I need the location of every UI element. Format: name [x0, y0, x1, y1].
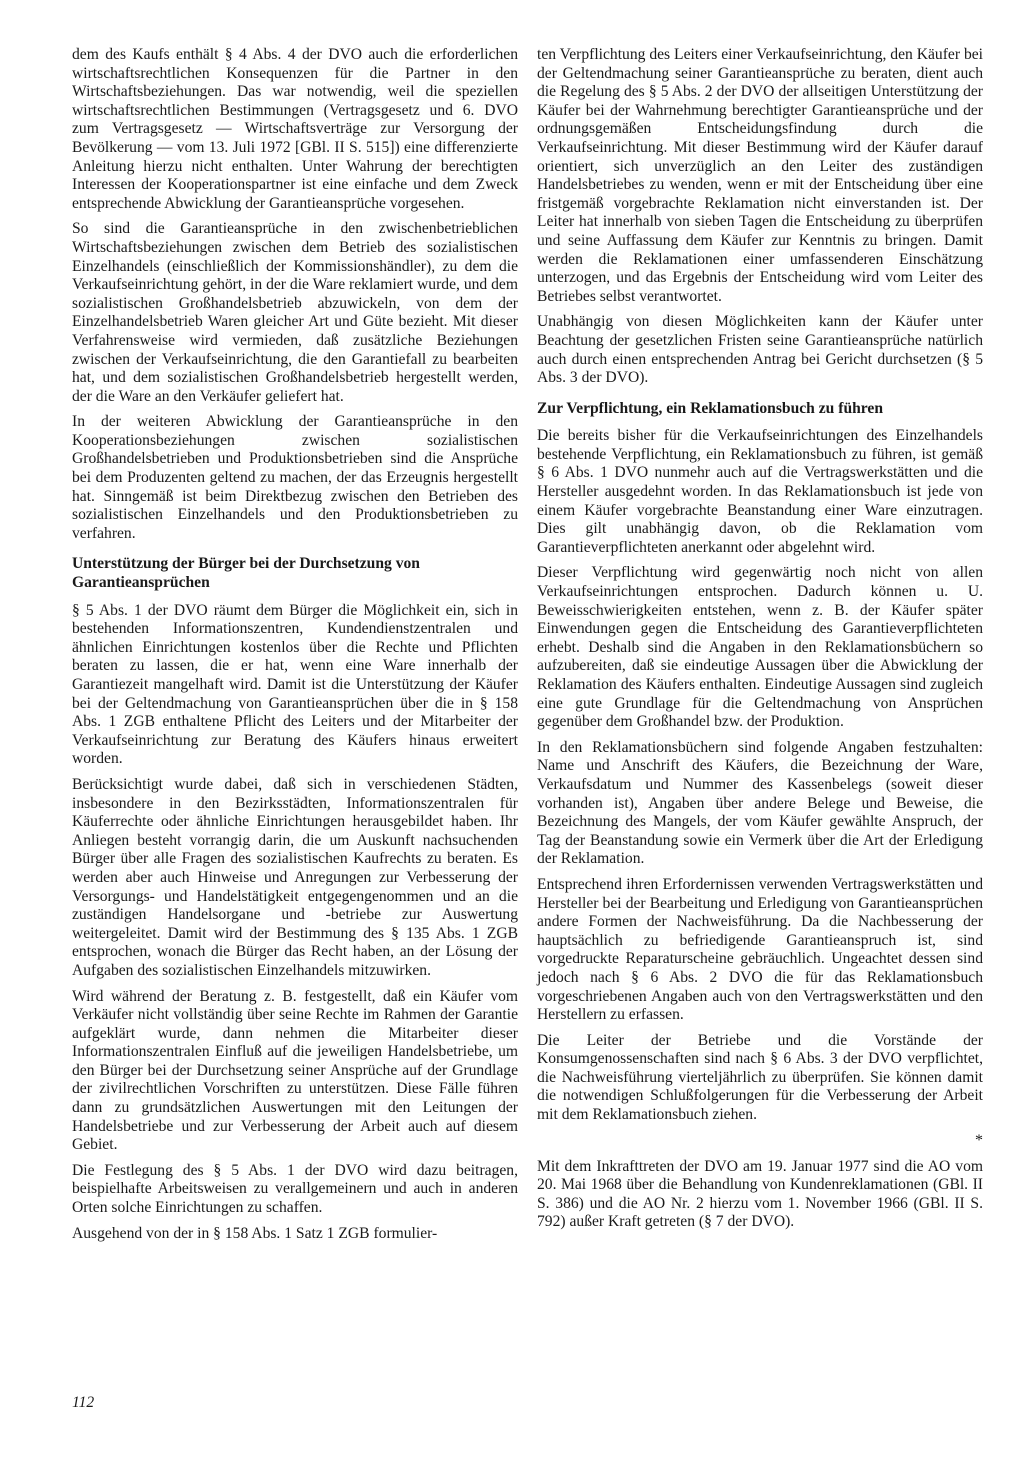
left-column — [72, 46, 518, 1250]
paragraph: Berücksichtigt wurde dabei, daß sich in verschiedenen Städten, insbesondere in den Bezirksstädten, Informationszentralen für Käuferrechte oder ähnliche Einrichtungen herausgebildet haben. Ihr Anliegen besteht vorrangig darin, die um Auskunft nachsuchenden Bürger über alle Fragen des sozialistischen Kaufrechts zu beraten. Es werden aber auch Hinweise und Anregungen zur Verbesserung der Versorgungs- und Handelstätigkeit entgegengenommen und an die zuständigen Handelsorgane und -betriebe zur Auswertung weitergeleitet. Damit wird der Bestimmung des § 135 Abs. 1 ZGB entsprochen, wonach die Bürger das Recht haben, an der Lösung der Aufgaben des sozialistischen Einzelhandels mitzuwirken. — [72, 775, 518, 979]
paragraph: § 5 Abs. 1 der DVO räumt dem Bürger die Möglichkeit ein, sich in bestehenden Informationszentren, Kundendienstzentralen und ähnlichen Einrichtungen kostenlos über die Rechte und Pflichten beraten zu lassen, die er hat, wenn eine Ware innerhalb der Garantiezeit mangelhaft wird. Damit ist die Unterstützung der Käufer bei der Geltendmachung von Garantieansprüchen über die in § 158 Abs. 1 ZGB enthaltene Pflicht des Leiters und der Mitarbeiter der Verkaufseinrichtung zur Beratung des Käufers hinaus erweitert worden. — [72, 601, 518, 768]
paragraph: Wird während der Beratung z. B. festgestellt, daß ein Käufer vom Verkäufer nicht vollständig über seine Rechte im Rahmen der Garantie aufgeklärt wurde, dann nehmen die Mitarbeiter dieser Informationszentralen Einfluß auf die jeweiligen Handelsbetriebe, um den Bürger bei der Durchsetzung seiner Ansprüche auf der Grundlage der zivilrechtlichen Vorschriften zu unterstützen. Diese Fälle führen dann zu grundsätzlichen Auswertungen mit den Leitungen der Handelsbetriebe und zur Verbesserung der Arbeit auch auf diesem Gebiet. — [72, 987, 518, 1154]
paragraph: Die bereits bisher für die Verkaufseinrichtungen des Einzelhandels bestehende Verpflichtung, ein Reklamationsbuch zu führen, ist gemäß § 6 Abs. 1 DVO nunmehr auch auf die Vertragswerkstätten und die Hersteller ausgedehnt worden. In das Reklamationsbuch ist jede von einem Käufer vorgebrachte Beanstandung einer Ware einzutragen. Dies gilt unabhängig davon, ob die Reklamation vom Garantieverpflichteten anerkannt oder abgelehnt wird. — [537, 427, 983, 556]
paragraph: Mit dem Inkrafttreten der DVO am 19. Januar 1977 sind die AO vom 20. Mai 1968 über die Behandlung von Kundenreklamationen (GBl. II S. 386) und die AO Nr. 2 hierzu vom 1. November 1966 (GBl. II S. 792) außer Kraft getreten (§ 7 der DVO). — [537, 1157, 983, 1231]
paragraph: In den Reklamationsbüchern sind folgende Angaben festzuhalten: Name und Anschrift des Käufers, die Bezeichnung der Ware, Verkaufsdatum und Nummer des Kassenbelegs (soweit dieser vorhanden ist), Angaben über andere Belege und Beweise, die Bezeichnung des Mangels, der vom Käufer gewählte Anspruch, der Tag der Beanstandung sowie ein Vermerk über die Art der Erledigung der Reklamation. — [537, 738, 983, 868]
paragraph: dem des Kaufs enthält § 4 Abs. 4 der DVO auch die erforderlichen wirtschaftsrechtlichen Konsequenzen für die Partner in den Wirtschaftsbeziehungen. Das war notwendig, weil die speziellen wirtschaftsrechtlichen Bestimmungen (Vertragsgesetz und 6. DVO zum Vertragsgesetz — Wirtschaftsverträge zur Versorgung der Bevölkerung — vom 13. Juli 1972 [GBl. II S. 515]) eine differenzierte Anleitung hierzu nicht enthalten. Unter Wahrung der berechtigten Interessen der Kooperationspartner ist eine einfache und dem Zweck entsprechende Abwicklung der Garantieansprüche vorgesehen. — [72, 46, 518, 212]
paragraph: Entsprechend ihren Erfordernissen verwenden Vertragswerkstätten und Hersteller bei der Bearbeitung und Erledigung von Garantieansprüchen andere Formen der Nachweisführung. Da die Nachbesserung der hauptsächlich zu befriedigende Garantieanspruch ist, sind vorgedruckte Reparaturscheine gebräuchlich. Ungeachtet dessen sind jedoch nach § 6 Abs. 2 DVO die für das Reklamationsbuch vorgeschriebenen Angaben auch von den Vertragswerkstätten und den Herstellern zu erfassen. — [537, 875, 983, 1024]
paragraph: Die Leiter der Betriebe und die Vorstände der Konsumgenossenschaften sind nach § 6 Abs. 3 der DVO verpflichtet, die Nachweisführung vierteljährlich zu überprüfen. Sie können damit die notwendigen Schlußfolgerungen für die Verbesserung der Arbeit mit dem Reklamationsbuch ziehen. — [537, 1031, 983, 1124]
right-column — [537, 46, 983, 1239]
paragraph: Die Festlegung des § 5 Abs. 1 der DVO wird dazu beitragen, beispielhafte Arbeitsweisen zu verallgemeinern und auch in anderen Orten solche Einrichtungen zu schaffen. — [72, 1161, 518, 1217]
section-heading: Unterstützung der Bürger bei der Durchsetzung von Garantieansprüchen — [72, 555, 420, 592]
paragraph: ten Verpflichtung des Leiters einer Verkaufseinrichtung, den Käufer bei der Geltendmachung seiner Garantieansprüche zu beraten, dient auch die Regelung des § 5 Abs. 2 der DVO der allseitigen Unterstützung der Käufer bei der Wahrnehmung berechtigter Garantieansprüche und der ordnungsgemäßen Entscheidungsfindung durch die Verkaufseinrichtung. Mit dieser Bestimmung wird der Käufer darauf orientiert, sich unverzüglich an den Leiter des zuständigen Handelsbetriebes zu wenden, wenn er mit der Entscheidung über eine fristgemäß vorgebrachte Reklamation nicht einverstanden ist. Der Leiter hat innerhalb von sieben Tagen die Entscheidung zu überprüfen und seine Auffassung dem Käufer zur Kenntnis zu bringen. Damit werden die Reklamationen einer umfassenderen Einschätzung unterzogen, und das Ergebnis der Entscheidung wird vom Leiter des Betriebes selbst verantwortet. — [537, 46, 983, 305]
section-separator: * — [975, 1131, 983, 1149]
section-heading: Zur Verpflichtung, ein Reklamationsbuch zu führen — [537, 399, 884, 417]
paragraph: Ausgehend von der in § 158 Abs. 1 Satz 1 ZGB formulier- — [72, 1224, 438, 1242]
paragraph: Dieser Verpflichtung wird gegenwärtig noch nicht von allen Verkaufseinrichtungen entsprochen. Dadurch können u. U. Beweisschwierigkeiten entstehen, wenn z. B. der Käufer später Einwendungen gegen die Entscheidung des Garantieverpflichteten erhebt. Deshalb sind die Angaben in den Reklamationsbüchern so aufzubereiten, daß sie eindeutige Aussagen über die Abwicklung der Reklamation des Käufers enthalten. Eindeutige Aussagen sind zugleich eine gute Grundlage für die Geltendmachung von Ansprüchen gegenüber dem Großhandel bzw. der Produktion. — [537, 564, 983, 731]
page-number: 112 — [72, 1394, 95, 1411]
paragraph: So sind die Garantieansprüche in den zwischenbetrieblichen Wirtschaftsbeziehungen zwischen dem Betrieb des sozialistischen Einzelhandels (einschließlich der Kommissionshändler), zu dem die Verkaufseinrichtung gehört, in der die Ware reklamiert wurde, und dem sozialistischen Großhandelsbetrieb abzuwickeln, von dem der Einzelhandelsbetrieb Waren gleicher Art und Güte bezieht. Mit dieser Verfahrensweise wird vermieden, daß zusätzliche Beziehungen zwischen der Verkaufseinrichtung, die den Garantiefall zu bearbeiten hat, und dem sozialistischen Großhandelsbetrieb hergestellt werden, der die Ware an den Verkäufer geliefert hat. — [72, 220, 518, 405]
paragraph: In der weiteren Abwicklung der Garantieansprüche in den Kooperationsbeziehungen zwischen sozialistischen Großhandelsbetrieben und Produktionsbetrieben sind die Ansprüche bei dem Produzenten geltend zu machen, der das Erzeugnis hergestellt hat. Sinngemäß ist beim Direktbezug zwischen den Betrieben des sozialistischen Einzelhandels und den Produktionsbetrieben zu verfahren. — [72, 413, 518, 542]
paragraph: Unabhängig von diesen Möglichkeiten kann der Käufer unter Beachtung der gesetzlichen Fristen seine Garantieansprüche natürlich auch durch einen entsprechenden Antrag bei Gericht durchsetzen (§ 5 Abs. 3 der DVO). — [537, 313, 983, 387]
